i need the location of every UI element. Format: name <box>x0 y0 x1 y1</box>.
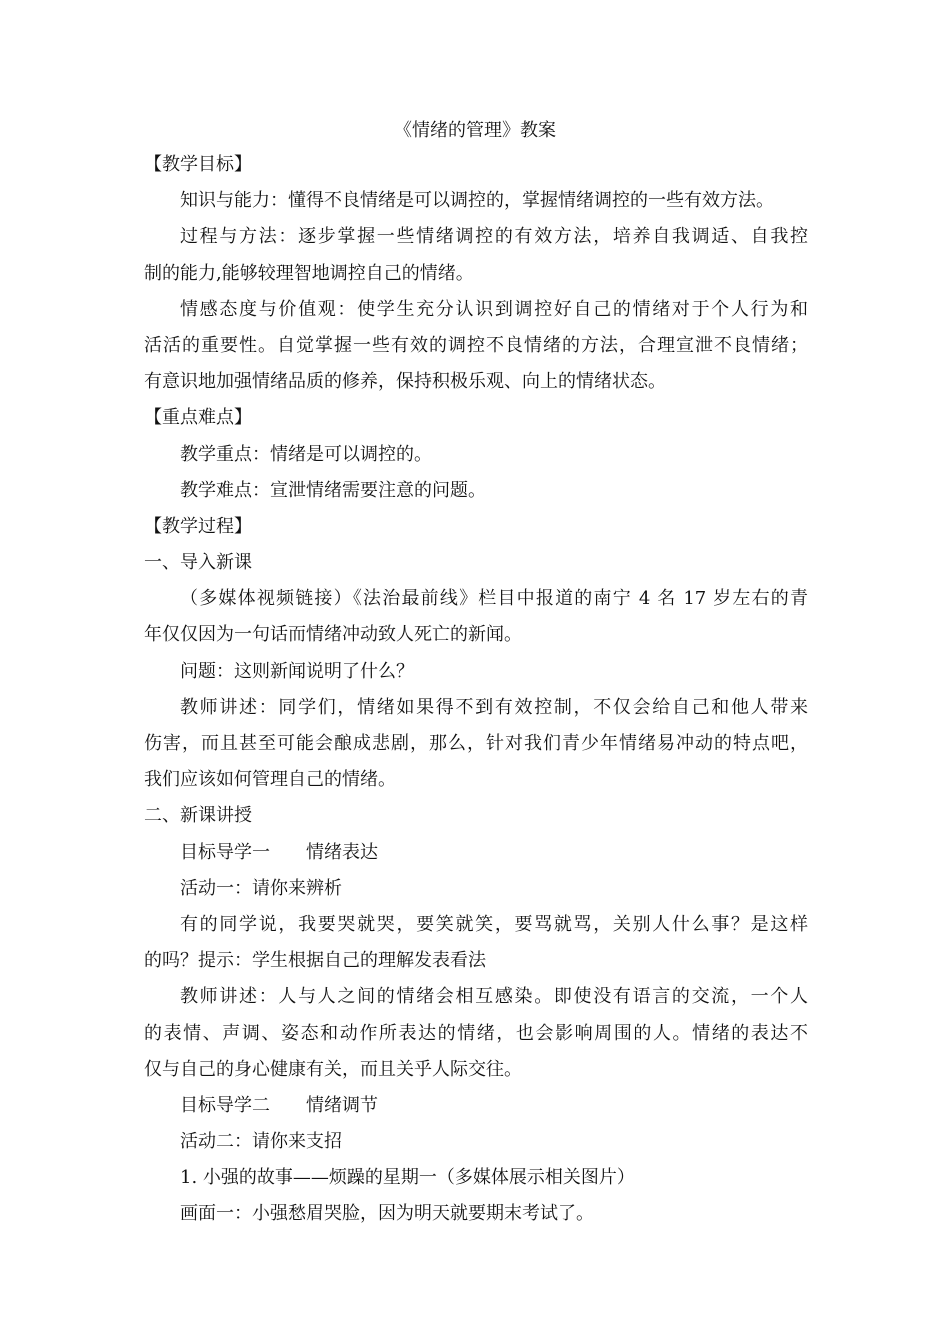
text-line <box>144 1163 808 1199</box>
line-text: 教学重点：情绪是可以调控的。 <box>180 443 432 465</box>
line-text: 画面一：小强愁眉哭脸，因为明天就要期末考试了。 <box>180 1203 594 1225</box>
line-text: 活活的重要性。自觉掌握一些有效的调控不良情绪的方法，合理宣泄不良情绪； <box>144 334 808 356</box>
text-line <box>144 259 808 295</box>
text-line <box>144 874 808 910</box>
document-body <box>144 150 808 1236</box>
text-line <box>144 548 808 584</box>
text-line <box>144 982 808 1018</box>
line-text: 教学难点：宣泄情绪需要注意的问题。 <box>180 479 486 501</box>
line-text: 【教学目标】 <box>144 154 252 175</box>
line-text: 一、导入新课 <box>144 552 252 574</box>
line-text: 有的同学说，我要哭就哭，要笑就笑，要骂就骂，关别人什么事？是这样 <box>180 913 808 935</box>
text-line <box>144 584 808 620</box>
text-line <box>144 620 808 656</box>
line-tail-text: 情绪表达 <box>306 841 378 863</box>
line-text: 年仅仅因为一句话而情绪冲动致人死亡的新闻。 <box>144 624 522 646</box>
line-text: （多媒体视频链接）《法治最前线》栏目中报道的南宁 4 名 17 岁左右的青 <box>180 588 808 610</box>
text-line <box>144 1199 808 1235</box>
line-text: 有意识地加强情绪品质的修养，保持积极乐观、向上的情绪状态。 <box>144 371 666 393</box>
text-line <box>144 693 808 729</box>
line-text: 伤害，而且甚至可能会酿成悲剧，那么，针对我们青少年情绪易冲动的特点吧， <box>144 733 808 754</box>
text-line <box>144 910 808 946</box>
text-line <box>144 222 808 258</box>
text-line <box>144 1019 808 1055</box>
line-text: 二、新课讲授 <box>144 805 252 827</box>
line-text: 【重点难点】 <box>144 407 252 429</box>
text-line <box>144 367 808 403</box>
line-text: 问题：这则新闻说明了什么？ <box>180 660 414 682</box>
line-text: 活动二：请你来支招 <box>180 1131 342 1153</box>
line-text: 1. 小强的故事——烦躁的星期一（多媒体展示相关图片） <box>180 1167 635 1189</box>
line-text: 目标导学二 <box>180 1094 270 1116</box>
line-text: 目标导学一 <box>180 841 270 863</box>
text-line <box>144 295 808 331</box>
text-line <box>144 186 808 222</box>
line-text: 【教学过程】 <box>144 515 252 537</box>
text-line <box>144 765 808 801</box>
line-text: 教师讲述：同学们，情绪如果得不到有效控制，不仅会给自己和他人带来 <box>180 696 808 718</box>
text-line <box>144 729 808 765</box>
text-line <box>144 1055 808 1091</box>
document-title: 《情绪的管理》教案 <box>394 120 556 141</box>
line-tail-text: 情绪调节 <box>306 1094 378 1116</box>
text-line <box>144 946 808 982</box>
line-text: 的吗？提示：学生根据自己的理解发表看法 <box>144 950 486 972</box>
text-line <box>144 838 808 874</box>
line-text: 情感态度与价值观：使学生充分认识到调控好自己的情绪对于个人行为和 <box>180 298 808 320</box>
line-text: 我们应该如何管理自己的情绪。 <box>144 769 396 791</box>
line-text: 过程与方法：逐步掌握一些情绪调控的有效方法，培养自我调适、自我控 <box>180 226 808 248</box>
text-line <box>144 331 808 367</box>
text-line <box>144 476 808 512</box>
text-line <box>144 403 808 439</box>
text-line <box>144 150 808 186</box>
line-text: 的表情、声调、姿态和动作所表达的情绪，也会影响周围的人。情绪的表达不 <box>144 1022 808 1044</box>
line-text: 活动一：请你来辨析 <box>180 877 342 899</box>
text-line <box>144 1127 808 1163</box>
line-text: 教师讲述：人与人之间的情绪会相互感染。即使没有语言的交流，一个人 <box>180 986 808 1008</box>
text-line <box>144 1091 808 1127</box>
text-line <box>144 657 808 693</box>
text-line <box>144 801 808 837</box>
line-text: 仅与自己的身心健康有关，而且关乎人际交往。 <box>144 1058 522 1080</box>
line-text: 知识与能力：懂得不良情绪是可以调控的，掌握情绪调控的一些有效方法。 <box>180 190 774 212</box>
text-line <box>144 440 808 476</box>
text-line <box>144 512 808 548</box>
line-text: 制的能力,能够较理智地调控自己的情绪。 <box>144 262 474 284</box>
